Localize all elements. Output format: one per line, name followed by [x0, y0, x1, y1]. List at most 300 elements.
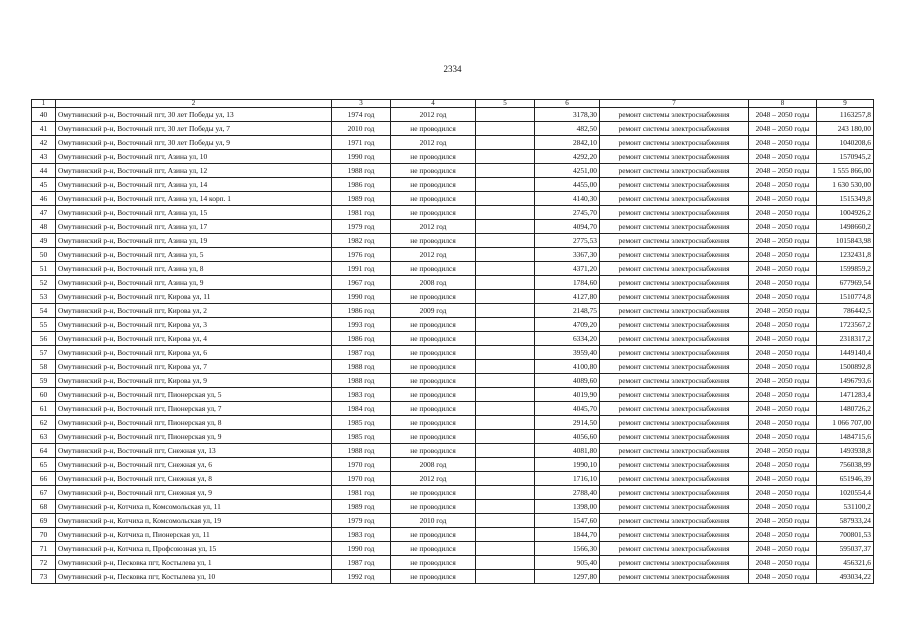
cell-address: Омутнинский р-н, Восточный пгт, Азина ул, 10 — [56, 150, 332, 164]
cell-last-repair-year: не проводился — [391, 444, 476, 458]
cell-col-5 — [476, 416, 535, 430]
cell-row-number: 58 — [32, 360, 56, 374]
cell-repair-period: 2048 – 2050 годы — [749, 164, 817, 178]
cell-last-repair-year: не проводился — [391, 388, 476, 402]
table-row — [32, 206, 874, 220]
cell-year-built: 1988 год — [332, 360, 391, 374]
cell-year-built: 1974 год — [332, 108, 391, 122]
table-row — [32, 220, 874, 234]
cell-address: Омутнинский р-н, Восточный пгт, 30 лет Победы ул, 9 — [56, 136, 332, 150]
cell-area: 1297,80 — [535, 570, 600, 584]
table-row — [32, 178, 874, 192]
column-header: 1 — [32, 100, 56, 108]
cell-row-number: 61 — [32, 402, 56, 416]
cell-repair-period: 2048 – 2050 годы — [749, 234, 817, 248]
cell-col-5 — [476, 444, 535, 458]
cell-area: 4081,80 — [535, 444, 600, 458]
cell-cost: 1480726,2 — [817, 402, 874, 416]
cell-repair-period: 2048 – 2050 годы — [749, 346, 817, 360]
cell-last-repair-year: 2010 год — [391, 514, 476, 528]
cell-work-type: ремонт системы электроснабжения — [600, 458, 749, 472]
table-row — [32, 472, 874, 486]
cell-address: Омутнинский р-н, Восточный пгт, Кирова ул, 4 — [56, 332, 332, 346]
cell-last-repair-year: не проводился — [391, 360, 476, 374]
cell-year-built: 1986 год — [332, 332, 391, 346]
cell-area: 2788,40 — [535, 486, 600, 500]
cell-repair-period: 2048 – 2050 годы — [749, 332, 817, 346]
column-header: 8 — [749, 100, 817, 108]
cell-row-number: 66 — [32, 472, 56, 486]
cell-cost: 1510774,8 — [817, 290, 874, 304]
cell-area: 4251,00 — [535, 164, 600, 178]
cell-work-type: ремонт системы электроснабжения — [600, 290, 749, 304]
cell-cost: 677969,54 — [817, 276, 874, 290]
cell-year-built: 1992 год — [332, 570, 391, 584]
table-row — [32, 570, 874, 584]
cell-row-number: 67 — [32, 486, 56, 500]
cell-address: Омутнинский р-н, Восточный пгт, Кирова ул, 3 — [56, 318, 332, 332]
cell-work-type: ремонт системы электроснабжения — [600, 304, 749, 318]
cell-work-type: ремонт системы электроснабжения — [600, 430, 749, 444]
cell-col-5 — [476, 290, 535, 304]
cell-row-number: 46 — [32, 192, 56, 206]
cell-work-type: ремонт системы электроснабжения — [600, 500, 749, 514]
cell-year-built: 1983 год — [332, 388, 391, 402]
table-row — [32, 374, 874, 388]
cell-year-built: 1988 год — [332, 374, 391, 388]
cell-area: 4371,20 — [535, 262, 600, 276]
cell-cost: 786442,5 — [817, 304, 874, 318]
cell-row-number: 40 — [32, 108, 56, 122]
cell-row-number: 53 — [32, 290, 56, 304]
cell-col-5 — [476, 500, 535, 514]
cell-col-5 — [476, 542, 535, 556]
cell-address: Омутнинский р-н, Восточный пгт, Кирова ул, 9 — [56, 374, 332, 388]
cell-cost: 1163257,8 — [817, 108, 874, 122]
cell-col-5 — [476, 388, 535, 402]
cell-cost: 1500892,8 — [817, 360, 874, 374]
cell-cost: 1496793,6 — [817, 374, 874, 388]
table-row — [32, 192, 874, 206]
table-row — [32, 290, 874, 304]
cell-work-type: ремонт системы электроснабжения — [600, 402, 749, 416]
cell-col-5 — [476, 150, 535, 164]
cell-year-built: 2010 год — [332, 122, 391, 136]
cell-year-built: 1986 год — [332, 304, 391, 318]
table-row — [32, 458, 874, 472]
cell-last-repair-year: 2012 год — [391, 472, 476, 486]
cell-col-5 — [476, 122, 535, 136]
cell-col-5 — [476, 304, 535, 318]
cell-address: Омутнинский р-н, Восточный пгт, Азина ул, 5 — [56, 248, 332, 262]
cell-last-repair-year: 2012 год — [391, 108, 476, 122]
cell-cost: 587933,24 — [817, 514, 874, 528]
cell-work-type: ремонт системы электроснабжения — [600, 528, 749, 542]
cell-year-built: 1991 год — [332, 262, 391, 276]
column-header: 2 — [56, 100, 332, 108]
cell-last-repair-year: не проводился — [391, 262, 476, 276]
cell-col-5 — [476, 528, 535, 542]
cell-last-repair-year: 2012 год — [391, 220, 476, 234]
cell-year-built: 1971 год — [332, 136, 391, 150]
cell-address: Омутнинский р-н, Восточный пгт, Азина ул, 9 — [56, 276, 332, 290]
cell-year-built: 1990 год — [332, 150, 391, 164]
column-header: 7 — [600, 100, 749, 108]
table-row — [32, 346, 874, 360]
cell-area: 6334,20 — [535, 332, 600, 346]
cell-row-number: 52 — [32, 276, 56, 290]
cell-area: 1784,60 — [535, 276, 600, 290]
cell-row-number: 48 — [32, 220, 56, 234]
cell-work-type: ремонт системы электроснабжения — [600, 542, 749, 556]
table-row — [32, 402, 874, 416]
cell-area: 1844,70 — [535, 528, 600, 542]
cell-work-type: ремонт системы электроснабжения — [600, 416, 749, 430]
cell-work-type: ремонт системы электроснабжения — [600, 262, 749, 276]
cell-row-number: 47 — [32, 206, 56, 220]
cell-area: 4292,20 — [535, 150, 600, 164]
cell-year-built: 1986 год — [332, 178, 391, 192]
table-row — [32, 360, 874, 374]
cell-work-type: ремонт системы электроснабжения — [600, 192, 749, 206]
cell-repair-period: 2048 – 2050 годы — [749, 416, 817, 430]
cell-area: 2914,50 — [535, 416, 600, 430]
cell-area: 4056,60 — [535, 430, 600, 444]
cell-cost: 1493938,8 — [817, 444, 874, 458]
cell-work-type: ремонт системы электроснабжения — [600, 444, 749, 458]
cell-col-5 — [476, 234, 535, 248]
cell-address: Омутнинский р-н, Восточный пгт, Азина ул, 14 корп. 1 — [56, 192, 332, 206]
table-row — [32, 486, 874, 500]
cell-col-5 — [476, 360, 535, 374]
cell-cost: 1 066 707,00 — [817, 416, 874, 430]
page-number: 2334 — [443, 64, 462, 74]
cell-row-number: 59 — [32, 374, 56, 388]
cell-address: Омутнинский р-н, Восточный пгт, Азина ул, 15 — [56, 206, 332, 220]
cell-last-repair-year: не проводился — [391, 318, 476, 332]
cell-col-5 — [476, 220, 535, 234]
cell-year-built: 1989 год — [332, 500, 391, 514]
cell-repair-period: 2048 – 2050 годы — [749, 206, 817, 220]
cell-col-5 — [476, 402, 535, 416]
cell-address: Омутнинский р-н, Восточный пгт, Пионерская ул, 5 — [56, 388, 332, 402]
cell-address: Омутнинский р-н, Восточный пгт, Кирова ул, 11 — [56, 290, 332, 304]
cell-row-number: 62 — [32, 416, 56, 430]
cell-address: Омутнинский р-н, Восточный пгт, Пионерская ул, 9 — [56, 430, 332, 444]
cell-address: Омутнинский р-н, Котчиха п, Пионерская ул, 11 — [56, 528, 332, 542]
cell-area: 1990,10 — [535, 458, 600, 472]
cell-last-repair-year: 2008 год — [391, 458, 476, 472]
cell-col-5 — [476, 556, 535, 570]
cell-work-type: ремонт системы электроснабжения — [600, 360, 749, 374]
cell-row-number: 51 — [32, 262, 56, 276]
cell-col-5 — [476, 248, 535, 262]
cell-cost: 243 180,00 — [817, 122, 874, 136]
cell-repair-period: 2048 – 2050 годы — [749, 276, 817, 290]
cell-row-number: 43 — [32, 150, 56, 164]
cell-address: Омутнинский р-н, Восточный пгт, 30 лет Победы ул, 13 — [56, 108, 332, 122]
cell-col-5 — [476, 486, 535, 500]
header-row — [32, 100, 874, 108]
cell-last-repair-year: не проводился — [391, 402, 476, 416]
cell-last-repair-year: не проводился — [391, 528, 476, 542]
cell-last-repair-year: не проводился — [391, 234, 476, 248]
cell-repair-period: 2048 – 2050 годы — [749, 318, 817, 332]
cell-cost: 456321,6 — [817, 556, 874, 570]
cell-repair-period: 2048 – 2050 годы — [749, 388, 817, 402]
cell-year-built: 1990 год — [332, 290, 391, 304]
table-row — [32, 262, 874, 276]
cell-row-number: 44 — [32, 164, 56, 178]
cell-year-built: 1988 год — [332, 164, 391, 178]
cell-work-type: ремонт системы электроснабжения — [600, 164, 749, 178]
cell-year-built: 1993 год — [332, 318, 391, 332]
cell-col-5 — [476, 136, 535, 150]
cell-cost: 1599859,2 — [817, 262, 874, 276]
cell-area: 1566,30 — [535, 542, 600, 556]
table-body — [32, 108, 874, 584]
cell-area: 4455,00 — [535, 178, 600, 192]
cell-col-5 — [476, 430, 535, 444]
cell-repair-period: 2048 – 2050 годы — [749, 192, 817, 206]
cell-year-built: 1985 год — [332, 416, 391, 430]
table-row — [32, 388, 874, 402]
cell-cost: 1 555 866,00 — [817, 164, 874, 178]
cell-address: Омутнинский р-н, Восточный пгт, Кирова ул, 7 — [56, 360, 332, 374]
cell-col-5 — [476, 318, 535, 332]
cell-last-repair-year: не проводился — [391, 206, 476, 220]
cell-repair-period: 2048 – 2050 годы — [749, 178, 817, 192]
table-row — [32, 234, 874, 248]
cell-cost: 1449140,4 — [817, 346, 874, 360]
cell-area: 4709,20 — [535, 318, 600, 332]
cell-area: 4140,30 — [535, 192, 600, 206]
cell-last-repair-year: 2012 год — [391, 248, 476, 262]
cell-address: Омутнинский р-н, Восточный пгт, Пионерская ул, 7 — [56, 402, 332, 416]
cell-row-number: 57 — [32, 346, 56, 360]
cell-last-repair-year: не проводился — [391, 486, 476, 500]
cell-year-built: 1970 год — [332, 472, 391, 486]
cell-col-5 — [476, 276, 535, 290]
cell-year-built: 1985 год — [332, 430, 391, 444]
cell-repair-period: 2048 – 2050 годы — [749, 556, 817, 570]
cell-year-built: 1981 год — [332, 206, 391, 220]
cell-area: 482,50 — [535, 122, 600, 136]
cell-year-built: 1987 год — [332, 556, 391, 570]
table-row — [32, 304, 874, 318]
column-header: 5 — [476, 100, 535, 108]
cell-row-number: 56 — [32, 332, 56, 346]
cell-repair-period: 2048 – 2050 годы — [749, 108, 817, 122]
cell-col-5 — [476, 206, 535, 220]
cell-last-repair-year: не проводился — [391, 556, 476, 570]
cell-row-number: 63 — [32, 430, 56, 444]
cell-address: Омутнинский р-н, Восточный пгт, 30 лет Победы ул, 7 — [56, 122, 332, 136]
cell-address: Омутнинский р-н, Восточный пгт, Азина ул, 17 — [56, 220, 332, 234]
cell-area: 3178,30 — [535, 108, 600, 122]
cell-work-type: ремонт системы электроснабжения — [600, 248, 749, 262]
cell-area: 4094,70 — [535, 220, 600, 234]
cell-col-5 — [476, 346, 535, 360]
cell-last-repair-year: не проводился — [391, 542, 476, 556]
cell-repair-period: 2048 – 2050 годы — [749, 542, 817, 556]
cell-col-5 — [476, 262, 535, 276]
cell-col-5 — [476, 164, 535, 178]
cell-work-type: ремонт системы электроснабжения — [600, 178, 749, 192]
cell-cost: 1 630 530,00 — [817, 178, 874, 192]
cell-repair-period: 2048 – 2050 годы — [749, 458, 817, 472]
cell-area: 1716,10 — [535, 472, 600, 486]
cell-last-repair-year: не проводился — [391, 570, 476, 584]
cell-cost: 493034,22 — [817, 570, 874, 584]
cell-cost: 1484715,6 — [817, 430, 874, 444]
cell-row-number: 68 — [32, 500, 56, 514]
cell-year-built: 1979 год — [332, 220, 391, 234]
cell-work-type: ремонт системы электроснабжения — [600, 388, 749, 402]
cell-address: Омутнинский р-н, Восточный пгт, Азина ул, 14 — [56, 178, 332, 192]
cell-area: 4019,90 — [535, 388, 600, 402]
cell-work-type: ремонт системы электроснабжения — [600, 206, 749, 220]
cell-address: Омутнинский р-н, Восточный пгт, Снежная ул, 9 — [56, 486, 332, 500]
cell-address: Омутнинский р-н, Восточный пгт, Кирова ул, 6 — [56, 346, 332, 360]
cell-row-number: 70 — [32, 528, 56, 542]
table-row — [32, 528, 874, 542]
cell-repair-period: 2048 – 2050 годы — [749, 402, 817, 416]
cell-area: 3367,30 — [535, 248, 600, 262]
cell-area: 4045,70 — [535, 402, 600, 416]
cell-last-repair-year: не проводился — [391, 164, 476, 178]
table-row — [32, 276, 874, 290]
cell-repair-period: 2048 – 2050 годы — [749, 136, 817, 150]
cell-repair-period: 2048 – 2050 годы — [749, 220, 817, 234]
table-row — [32, 542, 874, 556]
cell-last-repair-year: не проводился — [391, 290, 476, 304]
cell-address: Омутнинский р-н, Восточный пгт, Пионерская ул, 8 — [56, 416, 332, 430]
cell-col-5 — [476, 458, 535, 472]
cell-row-number: 72 — [32, 556, 56, 570]
cell-year-built: 1987 год — [332, 346, 391, 360]
cell-repair-period: 2048 – 2050 годы — [749, 528, 817, 542]
table-row — [32, 500, 874, 514]
table-row — [32, 556, 874, 570]
cell-last-repair-year: не проводился — [391, 150, 476, 164]
cell-last-repair-year: не проводился — [391, 430, 476, 444]
table-row — [32, 164, 874, 178]
cell-address: Омутнинский р-н, Восточный пгт, Азина ул, 12 — [56, 164, 332, 178]
cell-col-5 — [476, 514, 535, 528]
cell-cost: 756038,99 — [817, 458, 874, 472]
cell-row-number: 65 — [32, 458, 56, 472]
cell-repair-period: 2048 – 2050 годы — [749, 444, 817, 458]
cell-work-type: ремонт системы электроснабжения — [600, 318, 749, 332]
cell-last-repair-year: не проводился — [391, 374, 476, 388]
table-row — [32, 150, 874, 164]
column-header: 3 — [332, 100, 391, 108]
cell-repair-period: 2048 – 2050 годы — [749, 360, 817, 374]
cell-col-5 — [476, 192, 535, 206]
table-row — [32, 108, 874, 122]
cell-work-type: ремонт системы электроснабжения — [600, 570, 749, 584]
cell-work-type: ремонт системы электроснабжения — [600, 150, 749, 164]
cell-year-built: 1976 год — [332, 248, 391, 262]
cell-cost: 1040208,6 — [817, 136, 874, 150]
cell-last-repair-year: не проводился — [391, 192, 476, 206]
cell-work-type: ремонт системы электроснабжения — [600, 332, 749, 346]
table-row — [32, 248, 874, 262]
table-row — [32, 444, 874, 458]
cell-work-type: ремонт системы электроснабжения — [600, 108, 749, 122]
cell-year-built: 1990 год — [332, 542, 391, 556]
cell-row-number: 42 — [32, 136, 56, 150]
table-row — [32, 136, 874, 150]
cell-cost: 1232431,8 — [817, 248, 874, 262]
cell-address: Омутнинский р-н, Восточный пгт, Азина ул, 8 — [56, 262, 332, 276]
cell-area: 1398,00 — [535, 500, 600, 514]
cell-year-built: 1982 год — [332, 234, 391, 248]
table-row — [32, 318, 874, 332]
cell-area: 1547,60 — [535, 514, 600, 528]
table-row — [32, 514, 874, 528]
cell-cost: 1015843,98 — [817, 234, 874, 248]
cell-area: 4100,80 — [535, 360, 600, 374]
cell-work-type: ремонт системы электроснабжения — [600, 234, 749, 248]
table-row — [32, 416, 874, 430]
cell-area: 2148,75 — [535, 304, 600, 318]
cell-col-5 — [476, 108, 535, 122]
cell-row-number: 45 — [32, 178, 56, 192]
cell-row-number: 71 — [32, 542, 56, 556]
cell-year-built: 1988 год — [332, 444, 391, 458]
cell-work-type: ремонт системы электроснабжения — [600, 556, 749, 570]
cell-year-built: 1983 год — [332, 528, 391, 542]
cell-col-5 — [476, 178, 535, 192]
cell-work-type: ремонт системы электроснабжения — [600, 346, 749, 360]
cell-last-repair-year: не проводился — [391, 122, 476, 136]
cell-last-repair-year: 2009 год — [391, 304, 476, 318]
cell-area: 2775,53 — [535, 234, 600, 248]
cell-repair-period: 2048 – 2050 годы — [749, 262, 817, 276]
cell-address: Омутнинский р-н, Песковка пгт, Костылева ул, 1 — [56, 556, 332, 570]
cell-col-5 — [476, 374, 535, 388]
cell-cost: 1498660,2 — [817, 220, 874, 234]
cell-cost: 1020554,4 — [817, 486, 874, 500]
cell-row-number: 73 — [32, 570, 56, 584]
cell-year-built: 1981 год — [332, 486, 391, 500]
cell-work-type: ремонт системы электроснабжения — [600, 136, 749, 150]
cell-work-type: ремонт системы электроснабжения — [600, 486, 749, 500]
cell-work-type: ремонт системы электроснабжения — [600, 220, 749, 234]
cell-area: 4089,60 — [535, 374, 600, 388]
cell-row-number: 50 — [32, 248, 56, 262]
cell-last-repair-year: 2008 год — [391, 276, 476, 290]
cell-year-built: 1989 год — [332, 192, 391, 206]
cell-address: Омутнинский р-н, Котчиха п, Профсоюзная ул, 15 — [56, 542, 332, 556]
table-row — [32, 332, 874, 346]
cell-address: Омутнинский р-н, Восточный пгт, Снежная ул, 6 — [56, 458, 332, 472]
cell-cost: 1723567,2 — [817, 318, 874, 332]
cell-repair-period: 2048 – 2050 годы — [749, 514, 817, 528]
cell-area: 3959,40 — [535, 346, 600, 360]
cell-cost: 651946,39 — [817, 472, 874, 486]
cell-last-repair-year: не проводился — [391, 500, 476, 514]
cell-col-5 — [476, 332, 535, 346]
column-header: 4 — [391, 100, 476, 108]
cell-work-type: ремонт системы электроснабжения — [600, 122, 749, 136]
cell-last-repair-year: не проводился — [391, 346, 476, 360]
cell-address: Омутнинский р-н, Котчиха п, Комсомольская ул, 19 — [56, 514, 332, 528]
cell-last-repair-year: 2012 год — [391, 136, 476, 150]
table-row — [32, 430, 874, 444]
